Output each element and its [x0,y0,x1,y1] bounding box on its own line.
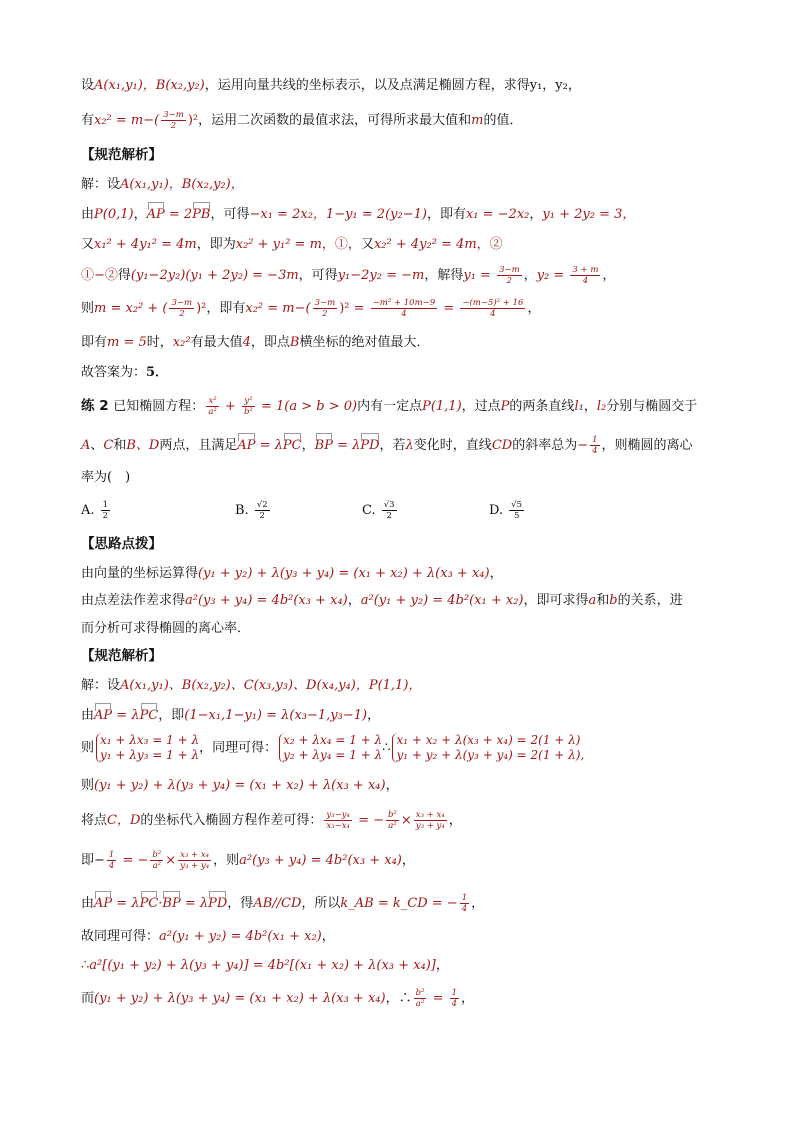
solution2-line-7: 由AP = λPC·BP = λPD，得AB//CD，所以k_AB = k_CD = − $\frac{1}{4}$ ， [81,893,485,914]
solution2-line-3: 则x₁ + λx₃ = 1 + λ y₁ + λy₃ = 1 + λ，同理可得：x₂ + λx₄ = 1 + λ y₂ + λy₄ = 1 + λ∴x₁ + x₂ + λ(x₃ + x₄) = 2(1 + λ) y₁ + y₂ + λ(y₃ + y₄) = 2(1 + λ), [81,733,585,762]
option-d[interactable]: D. $\frac{√5}{5}$ [489,500,523,521]
solution1-line-6: 即有m = 5时，x₂²有最大值4，即点B横坐标的绝对值最大． [81,335,430,350]
option-c[interactable]: C. $\frac{√3}{2}$ [362,500,395,521]
intro-line-1: 设A(x₁,y₁)，B(x₂,y₂)，运用向量共线的坐标表示，以及点满足椭圆方程，求得y₁，y₂， [81,78,581,93]
solution2-line-1: 解：设A(x₁,y₁)、B(x₂,y₂)、C(x₃,y₃)、D(x₄,y₄)，P(1,1)， [81,678,422,693]
hint-line-3: 而分析可求得椭圆的离心率． [81,621,251,636]
hint-line-2: 由点差法作差求得a²(y₃ + y₄) = 4b²(x₃ + x₄)，a²(y₁ + y₂) = 4b²(x₁ + x₂)，即可求得a和b的关系，进 [81,593,683,608]
solution2-line-2: 由AP = λPC，即(1−x₁,1−y₁) = λ(x₃−1,y₃−1)， [81,706,380,726]
section-heading-hint: 【思路点拨】 [81,536,162,552]
solution1-line-5: 则m = x₂² + ( $\frac{3-m}{2}$ )²，即有x₂² = m−( $\frac{3-m}{2}$ )² = $\frac{\text{−m² + 10m−9}}{4}$ = $\frac{\text{−(m−5)² + 16}}{4}$ ， [81,298,541,319]
solution1-line-3: 又x₁² + 4y₁² = 4m，即为x₂² + y₁² = m，①，又x₂² + 4y₂² = 4m，② [81,237,503,252]
intro-line-2: 有x₂² = m−( $\frac{3-m}{2}$ )²，运用二次函数的最值求法，可得所求最大值和m的值． [81,110,523,131]
solution1-answer: 故答案为：5． [81,365,169,380]
solution2-line-9: ∴a²[(y₁ + y₂) + λ(y₃ + y₄)] = 4b²[(x₁ + x₂) + λ(x₃ + x₄)]， [81,958,449,973]
section-heading-solution-2: 【规范解析】 [81,648,162,664]
hint-line-1: 由向量的坐标运算得(y₁ + y₂) + λ(y₃ + y₄) = (x₁ + x₂) + λ(x₃ + x₄)， [81,566,503,581]
solution1-line-4: ①−②得(y₁−2y₂)(y₁ + 2y₂) = −3m，可得y₁−2y₂ = −m，解得y₁ = $\frac{3-m}{2}$ ，y₂ = $\frac{3 + m}{4}$ ， [81,265,616,286]
solution2-line-4: 则(y₁ + y₂) + λ(y₃ + y₄) = (x₁ + x₂) + λ(x₃ + x₄)， [81,778,399,793]
solution2-line-10: 而(y₁ + y₂) + λ(y₃ + y₄) = (x₁ + x₂) + λ(x₃ + x₄)，∴ $\frac{\text{b²}}{\text{a²}}$ = $\frac{1}{4}$ ， [81,988,475,1009]
solution2-line-5: 将点C，D的坐标代入椭圆方程作差可得： $\frac{\text{y₃−y₄}}{\text{x₃−x₄}}$ = − $\frac{\text{b²}}{\text{a²}}$ × $\frac{\text{x₃ + x₄}}{\text{y₃ + y₄}}$ ， [81,810,462,831]
solution2-line-8: 故同理可得：a²(y₁ + y₂) = 4b²(x₁ + x₂)， [81,929,335,944]
solution1-line-1: 解：设A(x₁,y₁)，B(x₂,y₂)， [81,177,244,192]
solution2-line-6: 即− $\frac{1}{4}$ = − $\frac{\text{b²}}{\text{a²}}$ × $\frac{\text{x₃ + x₄}}{\text{y₃ + y₄}}$ ，则a²(y₃ + y₄) = 4b²(x₃ + x₄)， [81,850,415,871]
solution1-line-2: 由P(0,1)，AP = 2PB，可得−x₁ = 2x₂，1−y₁ = 2(y₂−1)，即有x₁ = −2x₂，y₁ + 2y₂ = 3， [81,205,635,225]
section-heading-solution-1: 【规范解析】 [81,147,162,163]
exercise2-line-1: 练 2 已知椭圆方程： $\frac{\text{x²}}{\text{a²}}$ + $\frac{\text{y²}}{\text{b²}}$ = 1(a > b > 0)内有一定点P(1,1)，过点P的两条直线l₁，l₂分别与椭圆交于 [81,396,698,417]
exercise2-line-3: 率为( ) [81,470,131,485]
option-b[interactable]: B. $\frac{√2}{2}$ [235,500,268,521]
exercise2-line-2: A、C和B、D两点，且满足AP = λPC，BP = λPD，若λ变化时，直线CD的斜率总为− $\frac{1}{4}$ ，则椭圆的离心 [81,435,693,456]
option-a[interactable]: A. $\frac{1}{2}$ [81,500,109,521]
